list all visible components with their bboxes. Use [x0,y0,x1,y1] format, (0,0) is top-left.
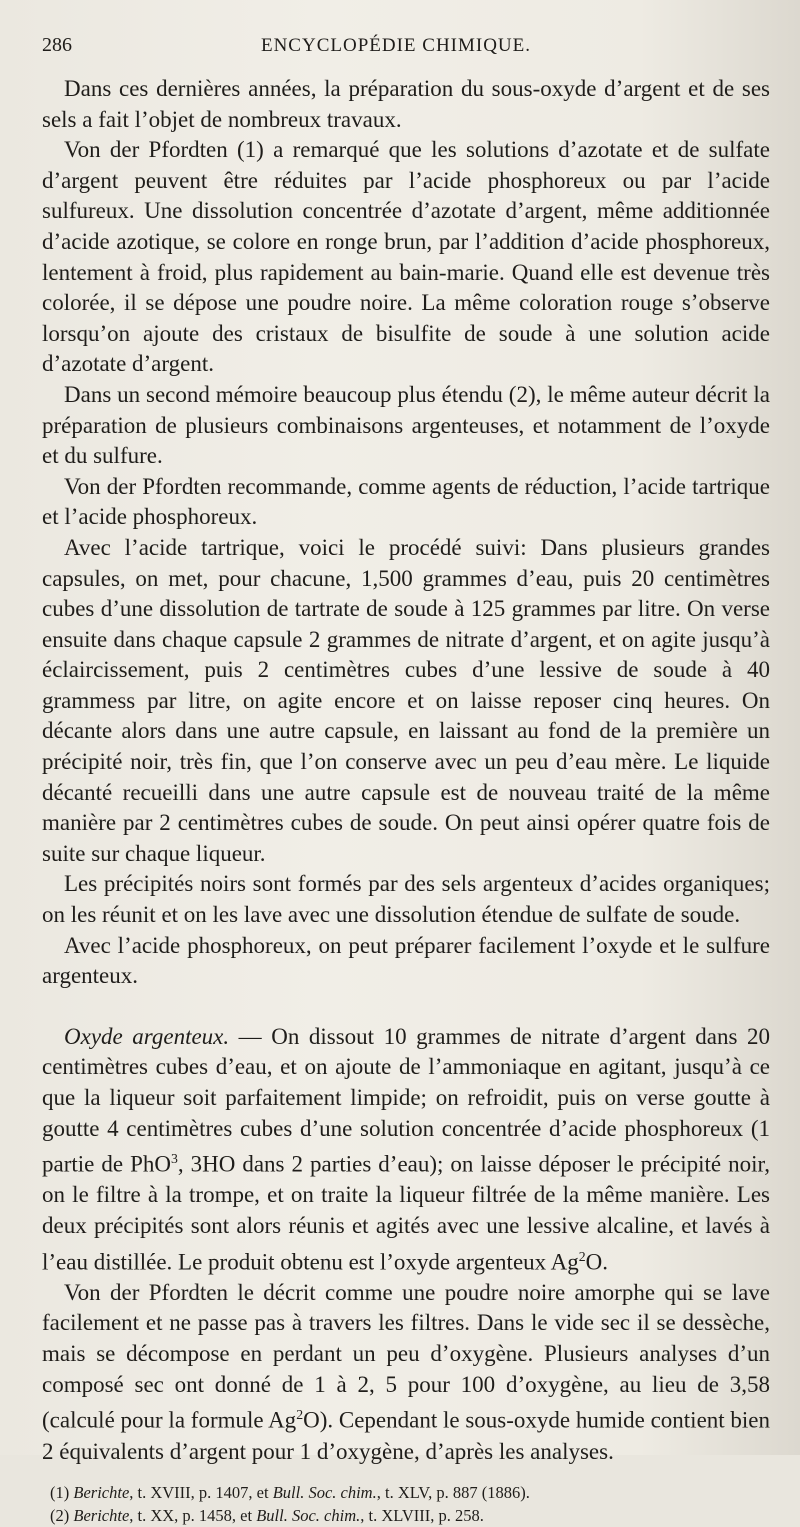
paragraph-second-memoir: Dans un second mémoire beaucoup plus étendu (2), le même auteur décrit la préparation de plusieurs combinaisons argenteuses, et notamment de l’oxyde et du sulfure. [42,381,770,469]
footnote-1 [42,1481,770,1504]
paragraph-tartaric-procedure: Avec l’acide tartrique, voici le procédé suivi: Dans plusieurs grandes capsules, on met, pour chacune, 1,500 grammes d’eau, puis 20 centimètres cubes d’une dissolution de tartrate de soude à 125 grammes par litre. On verse ensuite dans chaque capsule 2 grammes de nitrate d’argent, et on agite jusqu’à éclaircissement, puis 2 centimètres cubes d’une lessive de soude à 40 grammess par litre, on agite encore et on laisse reposer cinq heures. On décante alors dans une autre capsule, en laissant au fond de la première un précipité noir, très fin, que l’on conserve avec un peu d’eau mère. Le liquide décanté recueilli dans une autre capsule est de nouveau traité de la même manière par 2 centimètres cubes de soude. On peut ainsi opérer quatre fois de suite sur chaque liqueur. [42,534,770,866]
paragraph-description [42,1278,770,1467]
superscript-3: 3 [170,1151,178,1167]
paragraph-black-precipitates: Les précipités noirs sont formés par des sels argenteux d’acides organiques; on les réunit et on les lave avec une dissolution étendue de sulfate de soude. [42,871,770,928]
oxyde-text-part-1: — On dissout 10 grammes de nitrate d’argent dans 20 centimètres cubes d’eau, et on ajoute de l’ammoniaque en agitant, jusqu’à ce que la liqueur soit parfaitement limpide; on refroidit, puis on verse goutte à goutte 4 centimètres cubes d’une solution concentrée d’acide phosphoreux (1 partie de PhO [42,1023,770,1177]
paragraph-pfordten-reduction: Von der Pfordten (1) a remarqué que les solutions d’azotate et de sulfate d’argent peuvent être réduites par l’acide phosphoreux ou par l’acide sulfureux. Une dissolution concentrée d’azotate d’argent, même additionnée d’acide azotique, se colore en ronge brun, par l’addition d’acide phosphoreux, lentement à froid, plus rapidement au bain-marie. Quand elle est devenue très colorée, il se dépose une poudre noire. La même coloration rouge s’observe lorsqu’on ajoute des cristaux de bisulfite de soude à une solution acide d’azotate d’argent. [42,137,770,377]
section-heading-oxyde: Oxyde argenteux. [64,1023,230,1049]
paragraph-phosphorous-acid: Avec l’acide phosphoreux, on peut préparer facilement l’oxyde et le sulfure argenteux. [42,932,770,989]
body-text [42,74,770,1467]
superscript-2: 2 [578,1248,586,1264]
oxyde-text-part-2: , 3HO dans 2 parties d’eau); on laisse déposer le précipité noir, on le filtre à la trompe, et on traite la liqueur filtrée de la même manière. Les deux précipités sont alors réunis et agités avec une lessive alcaline, et lavés à l’eau distillée. Le produit obtenu est l’oxyde argenteux Ag [42,1151,770,1275]
section-gap [42,992,770,1022]
running-title: ENCYCLOPÉDIE CHIMIQUE. [260,35,532,56]
paragraph-intro: Dans ces dernières années, la préparation du sous-oxyde d’argent et de ses sels a fait l’objet de nombreux travaux. [42,76,770,132]
footnote-ref: , t. XX, p. 1458, et [129,1506,257,1526]
description-text-part-2: O). Cependant le sous-oxyde humide contient bien 2 équivalents d’argent pour 1 d’oxygène, d’après les analyses. [42,1407,771,1464]
oxyde-text-part-3: O. [585,1249,609,1275]
footnote-journal: Bull. Soc. chim. [256,1506,361,1526]
page-number: 286 [42,34,72,56]
footnote-ref: , t. XLV, p. 887 (1886). [376,1483,530,1503]
footnote-source: Berichte [73,1506,130,1526]
footnote-marker: (2) [50,1506,70,1526]
footnotes [42,1481,770,1527]
superscript-2b: 2 [296,1407,304,1423]
footnote-ref: , t. XLVIII, p. 258. [360,1506,484,1526]
footnote-source: Berichte [73,1483,130,1503]
paragraph-reducing-agents: Von der Pfordten recommande, comme agents de réduction, l’acide tartrique et l’acide phosphoreux. [42,473,770,530]
footnote-2 [42,1504,770,1527]
page-header [42,34,770,74]
description-text-part-1: Von der Pfordten le décrit comme une poudre noire amorphe qui se lave facilement et ne passe pas à travers les filtres. Dans le vide sec il se dessèche, mais se décompose en perdant un peu d’oxygène. Plusieurs analyses d’un composé sec ont donné de 1 à 2, 5 pour 100 d’oxygène, au lieu de 3,58 (calculé pour la formule Ag [42,1279,770,1433]
footnote-marker: (1) [50,1483,70,1503]
footnote-journal: Bull. Soc. chim. [272,1483,377,1503]
paragraph-oxyde-argenteux [42,1022,770,1278]
footnote-ref: , t. XVIII, p. 1407, et [129,1483,273,1503]
